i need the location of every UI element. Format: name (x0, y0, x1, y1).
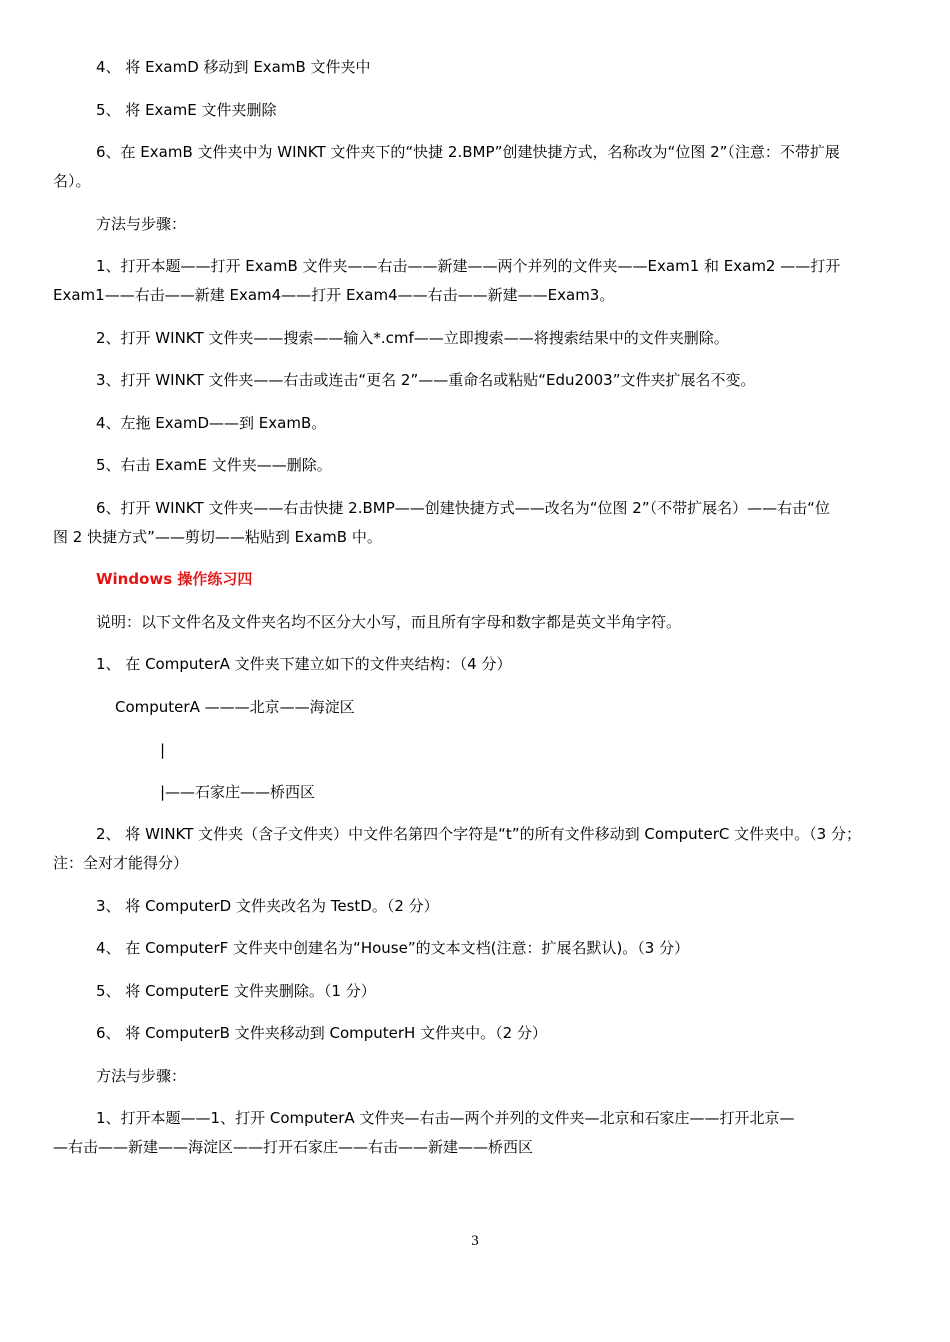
text-line: 1、 在 ComputerA 文件夹下建立如下的文件夹结构：（4 分） (96, 655, 512, 673)
text-line: 6、打开 WINKT 文件夹——右击快捷 2.BMP——创建快捷方式——改名为“位图 2”（不带扩展名）——右击“位 (96, 499, 830, 517)
page-number: 3 (471, 1233, 479, 1249)
text-line: Exam1——右击——新建 Exam4——打开 Exam4——右击——新建——Exam3。 (53, 286, 615, 304)
text-line: 1、打开本题——1、打开 ComputerA 文件夹—右击—两个并列的文件夹—北京和石家庄——打开北京— (96, 1109, 795, 1127)
text-line: 说明：以下文件名及文件夹名均不区分大小写，而且所有字母和数字都是英文半角字符。 (96, 613, 682, 631)
text-line: 4、左拖 ExamD——到 ExamB。 (96, 414, 327, 432)
text-line: 2、 将 WINKT 文件夹（含子文件夹）中文件名第四个字符是“t”的所有文件移动到 ComputerC 文件夹中。（3 分； (96, 825, 861, 843)
text-line: 4、 将 ExamD 移动到 ExamB 文件夹中 (96, 58, 371, 76)
text-line: —右击——新建——海淀区——打开石家庄——右击——新建——桥西区 (53, 1138, 534, 1156)
text-line: 名）。 (53, 172, 91, 190)
text-line: 方法与步骤： (96, 215, 187, 233)
text-line: 6、在 ExamB 文件夹中为 WINKT 文件夹下的“快捷 2.BMP”创建快捷方式，名称改为“位图 2”（注意：不带扩展 (96, 143, 840, 161)
folder-tree-line: | (160, 741, 166, 759)
text-line: 4、 在 ComputerF 文件夹中创建名为“House”的文本文档(注意：扩展名默认)。（3 分） (96, 939, 690, 957)
text-line: 图 2 快捷方式”——剪切——粘贴到 ExamB 中。 (53, 528, 382, 546)
section-heading: Windows 操作练习四 (96, 570, 253, 588)
text-line: 1、打开本题——打开 ExamB 文件夹——右击——新建——两个并列的文件夹——Exam1 和 Exam2 ——打开 (96, 257, 841, 275)
text-line: 5、右击 ExamE 文件夹——删除。 (96, 456, 332, 474)
text-line: 5、 将 ComputerE 文件夹删除。（1 分） (96, 982, 376, 1000)
folder-tree-line: ComputerA ———北京——海淀区 (115, 698, 355, 716)
text-line: 5、 将 ExamE 文件夹删除 (96, 101, 277, 119)
text-line: 6、 将 ComputerB 文件夹移动到 ComputerH 文件夹中。（2 分） (96, 1024, 547, 1042)
text-line: 方法与步骤： (96, 1067, 187, 1085)
text-line: 2、打开 WINKT 文件夹——搜索——输入*.cmf——立即搜索——将搜索结果中的文件夹删除。 (96, 329, 729, 347)
text-line: 3、 将 ComputerD 文件夹改名为 TestD。（2 分） (96, 897, 439, 915)
text-line: 注：全对才能得分） (53, 854, 189, 872)
folder-tree-line: |——石家庄——桥西区 (160, 783, 316, 801)
text-line: 3、打开 WINKT 文件夹——右击或连击“更名 2”——重命名或粘贴“Edu2003”文件夹扩展名不变。 (96, 371, 756, 389)
